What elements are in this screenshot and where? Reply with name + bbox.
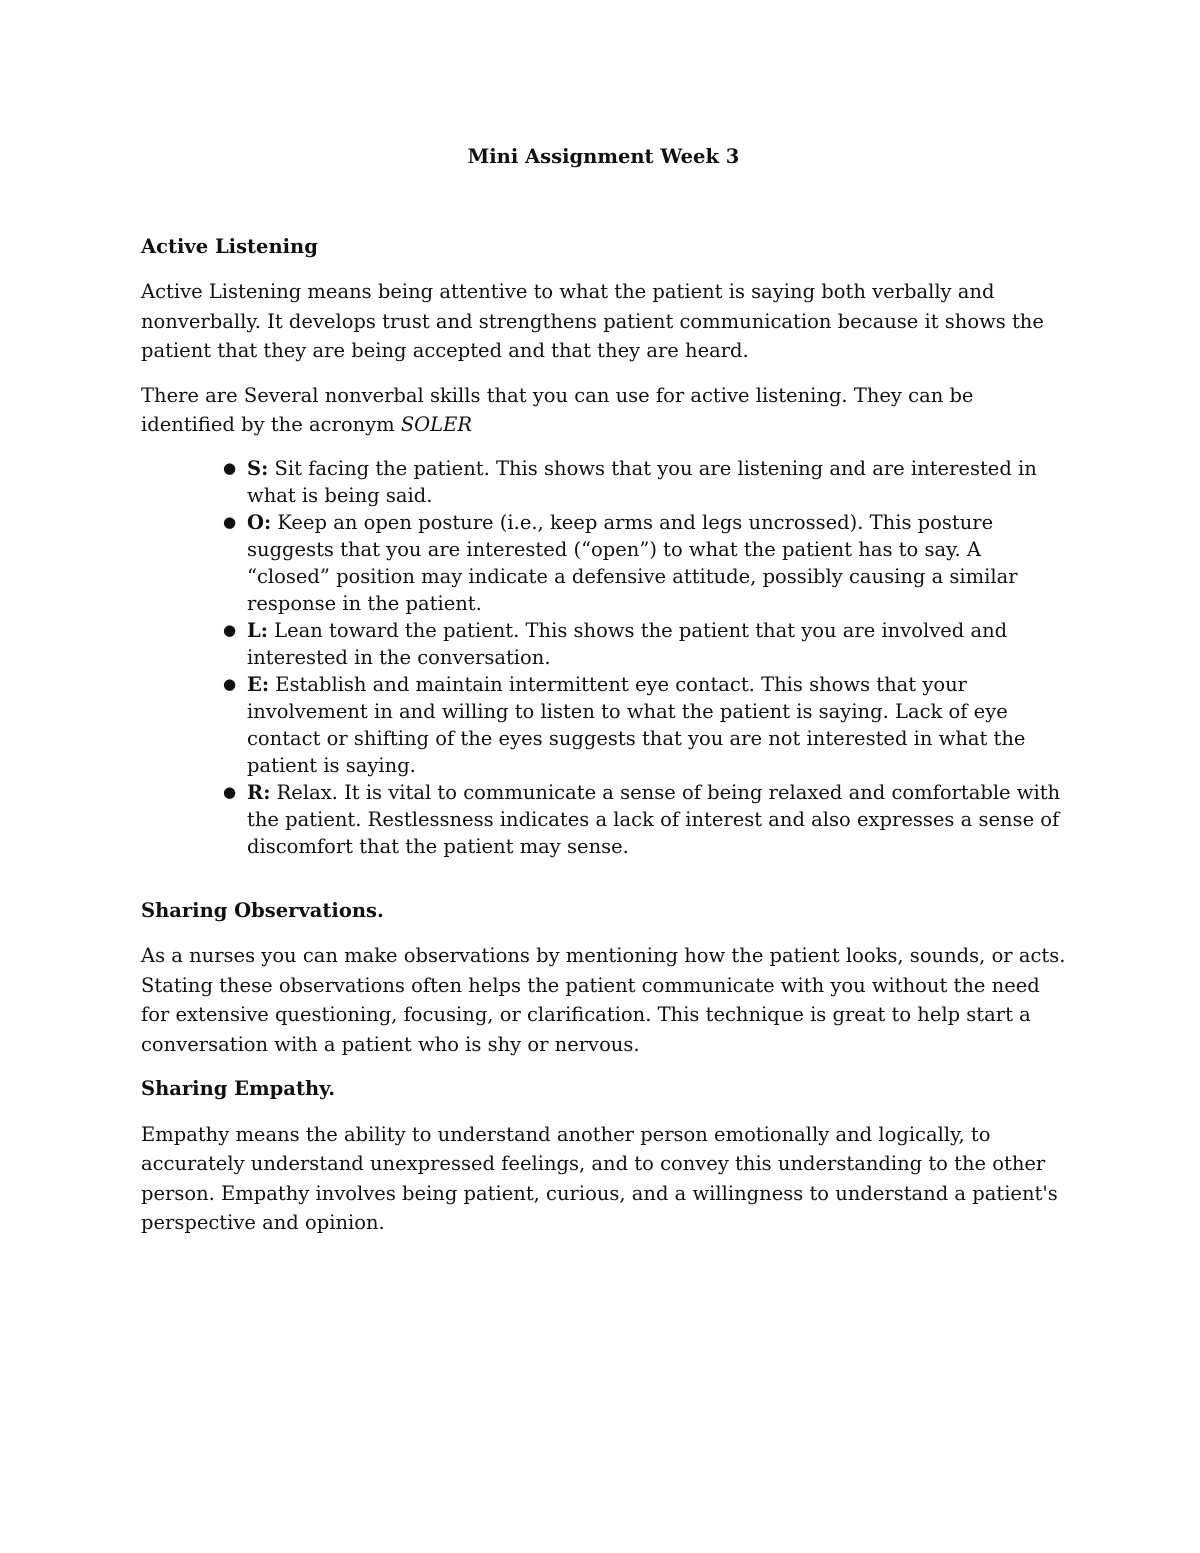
bullet-icon: ● [223, 674, 237, 693]
list-item [223, 509, 1066, 617]
soler-intro-paragraph [141, 381, 1066, 440]
bullet-icon: ● [223, 620, 237, 639]
heading-active-listening: Active Listening [141, 234, 318, 258]
soler-acronym: SOLER [400, 413, 473, 436]
list-item [223, 455, 1066, 509]
list-item-key: E: [247, 672, 270, 696]
heading-sharing-empathy: Sharing Empathy. [141, 1077, 336, 1100]
sharing-empathy-paragraph: Empathy means the ability to understand another person emotionally and logically, to accurately understand unexpressed feelings, and to convey this understanding to the other person. Empathy involves being patient, curious, and a willingness to understand a patient's perspective and opinion. [141, 1122, 1058, 1234]
list-item-key: O: [247, 510, 272, 534]
bullet-icon: ● [223, 458, 237, 477]
list-item-text: Keep an open posture (i.e., keep arms and legs uncrossed). This posture suggests that you are interested (“open”) to what the patient has to say. A “closed” position may indicate a defensive attitude, possibly causing a similar response in the patient. [247, 510, 1018, 615]
list-item-key: L: [247, 618, 268, 642]
list-item-key: S: [247, 456, 269, 480]
list-item-text: Relax. It is vital to communicate a sense of being relaxed and comfortable with the patient. Restlessness indicates a lack of interest and also expresses a sense of discomfort that the patient may sense. [247, 780, 1061, 858]
list-item-text: Establish and maintain intermittent eye contact. This shows that your involvement in and willing to listen to what the patient is saying. Lack of eye contact or shifting of the eyes suggests that you are not interested in what the patient is saying. [247, 672, 1026, 777]
document-content [141, 142, 1066, 1253]
soler-list [141, 455, 1066, 860]
list-item-text: Sit facing the patient. This shows that you are listening and are interested in what is being said. [247, 456, 1037, 507]
bullet-icon: ● [223, 512, 237, 531]
sharing-observations-paragraph: As a nurses you can make observations by mentioning how the patient looks, sounds, or acts. Stating these observations often helps the patient communicate with you without the need for extensive questioning, focusing, or clarification. This technique is great to help start a conversation with a patient who is shy or nervous. [141, 944, 1066, 1056]
heading-sharing-observations: Sharing Observations. [141, 898, 384, 922]
list-item [223, 671, 1066, 779]
list-item [223, 779, 1066, 860]
list-item-text: Lean toward the patient. This shows the patient that you are involved and interested in the conversation. [247, 618, 1008, 669]
bullet-icon: ● [223, 782, 237, 801]
list-item [223, 617, 1066, 671]
document-title: Mini Assignment Week 3 [467, 145, 740, 168]
section-spacer [141, 860, 1066, 896]
list-item-key: R: [247, 780, 271, 804]
soler-intro-text: There are Several nonverbal skills that you can use for active listening. They can be identified by the acronym [141, 383, 974, 436]
active-listening-paragraph: Active Listening means being attentive to what the patient is saying both verbally and nonverbally. It develops trust and strengthens patient communication because it shows the patient that they are being accepted and that they are heard. [141, 280, 1044, 362]
